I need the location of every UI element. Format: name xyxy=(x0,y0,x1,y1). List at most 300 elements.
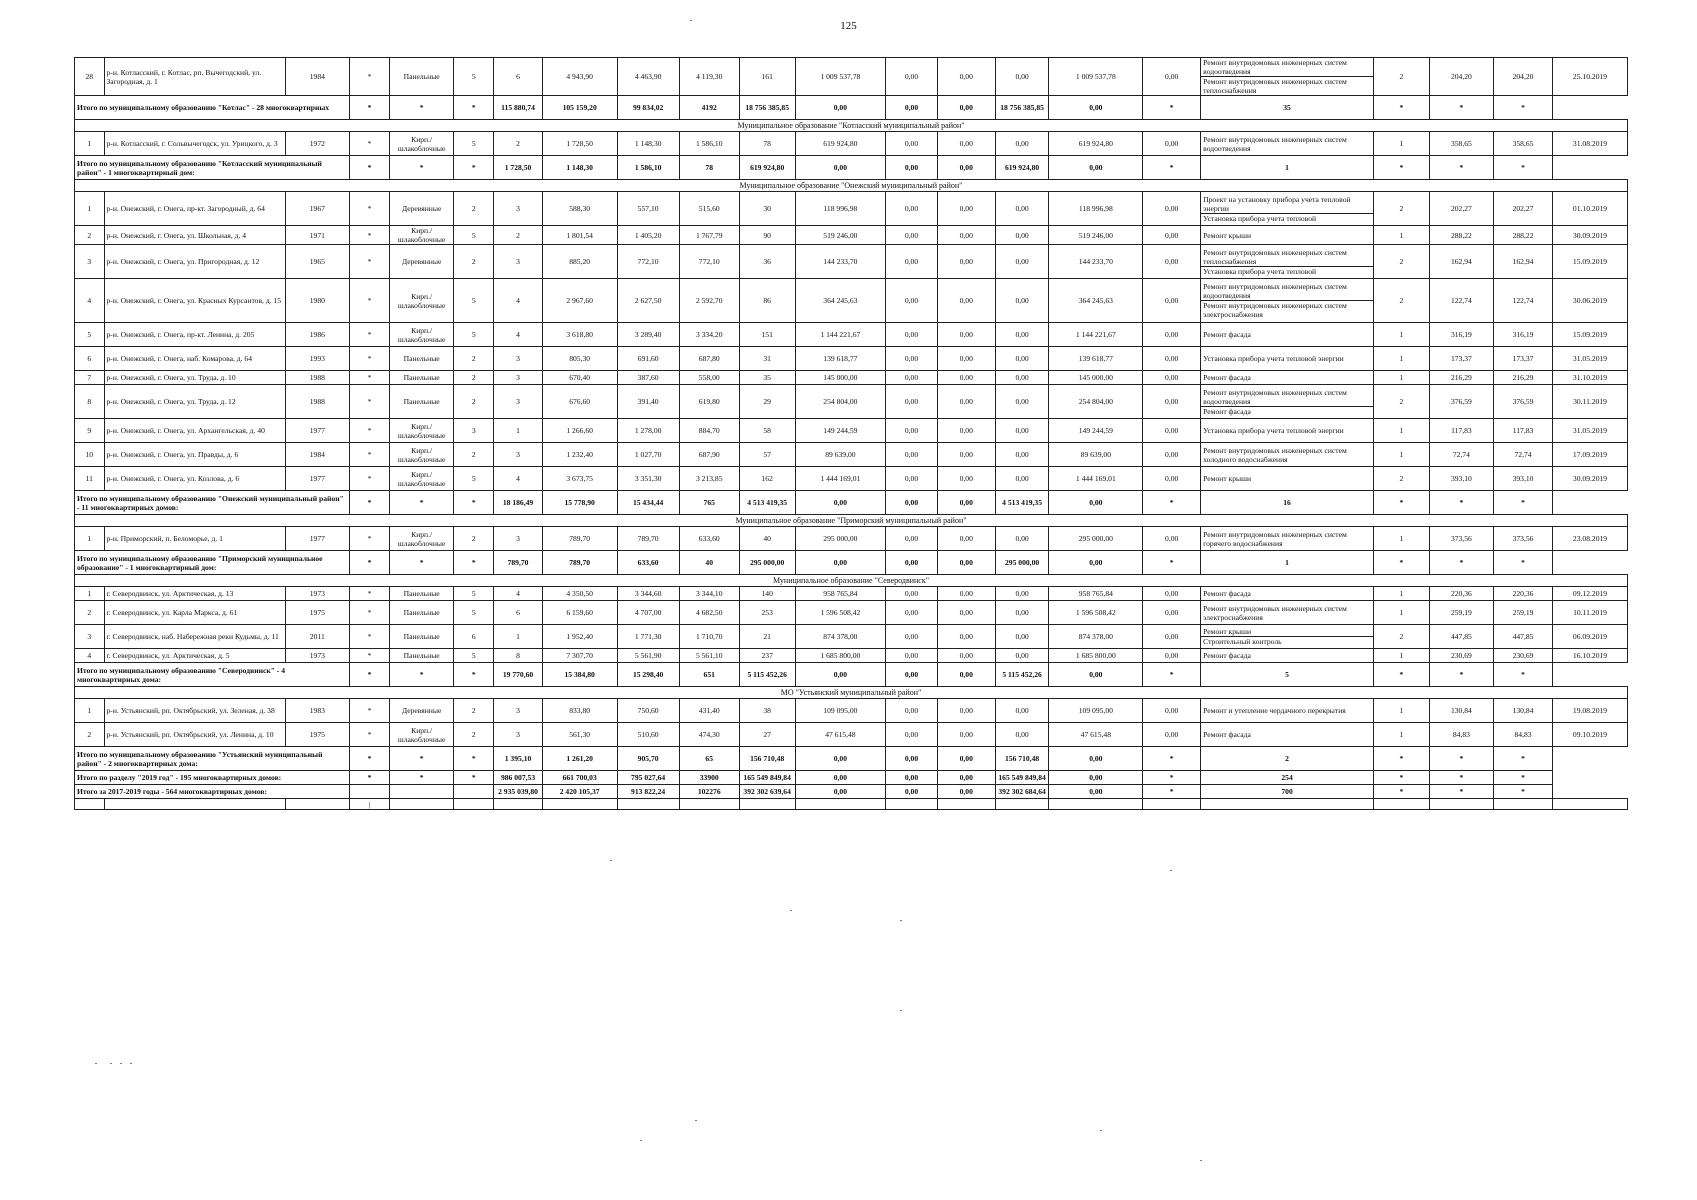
municipality-header-row xyxy=(75,575,1628,587)
empty-cell xyxy=(795,799,886,810)
empty-cell xyxy=(1494,799,1553,810)
cell-date: 23.08.2019 xyxy=(1553,527,1628,551)
summary-s3: 15 298,40 xyxy=(617,663,679,687)
cell-entr: 3 xyxy=(494,245,542,279)
cell-s3: 633,60 xyxy=(679,527,739,551)
empty-cell xyxy=(542,799,617,810)
grand-f1: 0,00 xyxy=(795,771,886,785)
cell-s2: 4 463,90 xyxy=(617,58,679,96)
cell-f5: 0,00 xyxy=(1143,443,1201,467)
cell-cnt: 2 xyxy=(1373,58,1429,96)
work-item: Установка прибора учета тепловой xyxy=(1201,266,1373,276)
cell-date: 09.12.2019 xyxy=(1553,587,1628,601)
cell-cnt: 1 xyxy=(1373,132,1429,156)
speck xyxy=(130,1063,132,1064)
municipality-header-row xyxy=(75,515,1628,527)
cell-f3: 0,00 xyxy=(995,625,1049,649)
cell-c4: * xyxy=(349,245,389,279)
cell-f1: 0,00 xyxy=(886,347,938,371)
summary-f2: 0,00 xyxy=(886,663,938,687)
summary-c5: * xyxy=(390,551,454,575)
cell-f2: 0,00 xyxy=(937,625,995,649)
summary-s1: 18 186,49 xyxy=(494,491,542,515)
cell-c4: * xyxy=(349,347,389,371)
summary-c5: * xyxy=(390,156,454,180)
cell-f2: 0,00 xyxy=(937,132,995,156)
address-cell: р-н. Онежский, г. Онега, ул. Труда, д. 12 xyxy=(104,385,285,419)
cell-p2: 447,85 xyxy=(1494,625,1553,649)
cell-entr: 6 xyxy=(494,58,542,96)
cell-p2: 288,22 xyxy=(1494,226,1553,245)
empty-cell xyxy=(494,799,542,810)
summary-s1: 115 880,74 xyxy=(494,96,542,120)
cell-p2: 373,56 xyxy=(1494,527,1553,551)
summary-p2: * xyxy=(1429,96,1493,120)
cell-entr: 1 xyxy=(494,625,542,649)
cell-f4: 1 685 800,00 xyxy=(1049,649,1143,663)
summary-works: * xyxy=(1143,747,1201,771)
cell-entr: 2 xyxy=(494,132,542,156)
work-type-cell xyxy=(1201,132,1374,156)
cell-s1: 561,30 xyxy=(542,723,617,747)
table-body xyxy=(75,58,1628,810)
summary-works: * xyxy=(1143,156,1201,180)
cell-f1: 0,00 xyxy=(886,649,938,663)
cell-p1: 358,65 xyxy=(1429,132,1493,156)
cell-s2: 4 707,00 xyxy=(617,601,679,625)
speck xyxy=(900,920,902,921)
cell-s2: 750,60 xyxy=(617,699,679,723)
cell-f4: 295 000,00 xyxy=(1049,527,1143,551)
grand-people: 102276 xyxy=(679,785,739,799)
cell-year: 1980 xyxy=(285,279,349,323)
cell-f1: 0,00 xyxy=(886,226,938,245)
cell-floors: 5 xyxy=(454,279,494,323)
summary-p2: * xyxy=(1429,491,1493,515)
cell-f5: 0,00 xyxy=(1143,245,1201,279)
cell-entr: 8 xyxy=(494,649,542,663)
cell-f1: 0,00 xyxy=(886,527,938,551)
work-item: Ремонт фасада xyxy=(1203,651,1251,660)
address-cell: р-н. Котласский, г. Сольвычегодск, ул. Урицкого, д. 3 xyxy=(104,132,285,156)
cell-f3: 0,00 xyxy=(995,132,1049,156)
table-row xyxy=(75,323,1628,347)
cell-f4: 109 095,00 xyxy=(1049,699,1143,723)
cell-wall: Деревянные xyxy=(390,192,454,226)
grand-s1: 2 935 039,80 xyxy=(494,785,542,799)
cell-f2: 0,00 xyxy=(937,443,995,467)
empty-row xyxy=(75,799,1628,810)
row-number: 8 xyxy=(75,385,105,419)
cell-f5: 0,00 xyxy=(1143,58,1201,96)
cell-people: 31 xyxy=(739,347,795,371)
empty-cell xyxy=(1143,799,1201,810)
speck xyxy=(1200,1160,1202,1161)
summary-label: Итого по муниципальному образованию "Северодвинск" - 4 многоквартирных дома: xyxy=(75,663,350,687)
row-number: 1 xyxy=(75,527,105,551)
summary-f5: 0,00 xyxy=(1049,747,1143,771)
cell-people: 58 xyxy=(739,419,795,443)
cell-f2: 0,00 xyxy=(937,347,995,371)
cell-total: 958 765,84 xyxy=(795,587,886,601)
grand-total: 392 302 639,64 xyxy=(739,785,795,799)
summary-total: 4 513 419,35 xyxy=(739,491,795,515)
table-row xyxy=(75,226,1628,245)
grand-f5: 0,00 xyxy=(1049,771,1143,785)
summary-s3: 633,60 xyxy=(617,551,679,575)
row-number: 2 xyxy=(75,601,105,625)
summary-c4: * xyxy=(349,156,389,180)
cell-s3: 5 561,10 xyxy=(679,649,739,663)
summary-total: 156 710,48 xyxy=(739,747,795,771)
cell-f3: 0,00 xyxy=(995,723,1049,747)
cell-year: 1971 xyxy=(285,226,349,245)
cell-s1: 805,30 xyxy=(542,347,617,371)
cell-p2: 122,74 xyxy=(1494,279,1553,323)
summary-f3: 0,00 xyxy=(937,747,995,771)
grand-f5: 0,00 xyxy=(1049,785,1143,799)
cell-floors: 5 xyxy=(454,132,494,156)
work-item: Ремонт крыши xyxy=(1203,474,1252,483)
cell-p2: 84,83 xyxy=(1494,723,1553,747)
work-item: Ремонт фасада xyxy=(1203,373,1251,382)
table-row xyxy=(75,601,1628,625)
cell-s3: 884,70 xyxy=(679,419,739,443)
cell-s3: 1 767,79 xyxy=(679,226,739,245)
cell-wall: Панельные xyxy=(390,649,454,663)
cell-date: 30.06.2019 xyxy=(1553,279,1628,323)
summary-f2: 0,00 xyxy=(886,96,938,120)
cell-date: 31.05.2019 xyxy=(1553,347,1628,371)
cell-f4: 144 233,70 xyxy=(1049,245,1143,279)
cell-s1: 1 232,40 xyxy=(542,443,617,467)
summary-row xyxy=(75,663,1628,687)
summary-date: * xyxy=(1494,491,1553,515)
work-type-cell xyxy=(1201,723,1374,747)
work-item: Проект на установку прибора учета тепловой энергии xyxy=(1203,194,1351,213)
summary-row xyxy=(75,96,1628,120)
cell-f4: 1 596 508,42 xyxy=(1049,601,1143,625)
cell-people: 40 xyxy=(739,527,795,551)
cell-s2: 772,10 xyxy=(617,245,679,279)
cell-f3: 0,00 xyxy=(995,279,1049,323)
cell-floors: 2 xyxy=(454,371,494,385)
summary-works: * xyxy=(1143,663,1201,687)
cell-c4: * xyxy=(349,527,389,551)
cell-total: 144 233,70 xyxy=(795,245,886,279)
cell-people: 151 xyxy=(739,323,795,347)
cell-floors: 2 xyxy=(454,443,494,467)
work-item: Ремонт и утепление чердачного перекрытия xyxy=(1203,706,1346,715)
grand-cnt: 254 xyxy=(1201,771,1374,785)
cell-cnt: 1 xyxy=(1373,371,1429,385)
summary-cnt: 35 xyxy=(1201,96,1374,120)
cell-floors: 3 xyxy=(454,419,494,443)
cell-f3: 0,00 xyxy=(995,649,1049,663)
cell-cnt: 1 xyxy=(1373,587,1429,601)
grand-p2: * xyxy=(1429,771,1493,785)
summary-label: Итого по муниципальному образованию "Онежский муниципальный район" - 11 многоквартирных домов: xyxy=(75,491,350,515)
work-item: Ремонт внутридомовых инженерных систем горячего водоснабжения xyxy=(1203,529,1347,548)
municipality-header-row xyxy=(75,180,1628,192)
table-row xyxy=(75,347,1628,371)
address-cell: р-н. Приморский, п. Беломорье, д. 1 xyxy=(104,527,285,551)
work-type-cell xyxy=(1201,587,1374,601)
empty-cell xyxy=(104,799,285,810)
cell-total: 1 144 221,67 xyxy=(795,323,886,347)
cell-p2: 117,83 xyxy=(1494,419,1553,443)
cell-cnt: 2 xyxy=(1373,625,1429,649)
cell-people: 90 xyxy=(739,226,795,245)
cell-s2: 3 289,40 xyxy=(617,323,679,347)
cell-f5: 0,00 xyxy=(1143,371,1201,385)
cell-c4: * xyxy=(349,587,389,601)
cell-s2: 557,10 xyxy=(617,192,679,226)
summary-p1: * xyxy=(1373,747,1429,771)
summary-f1: 0,00 xyxy=(795,491,886,515)
cell-entr: 3 xyxy=(494,527,542,551)
cell-f2: 0,00 xyxy=(937,467,995,491)
summary-label: Итого по муниципальному образованию "Котласский муниципальный район" - 1 многоквартирный дом: xyxy=(75,156,350,180)
cell-s3: 515,60 xyxy=(679,192,739,226)
cell-wall: Кирп./ шлакоблочные xyxy=(390,226,454,245)
cell-c4: * xyxy=(349,419,389,443)
cell-year: 1986 xyxy=(285,323,349,347)
summary-c4: * xyxy=(349,747,389,771)
work-item: Установка прибора учета тепловой энергии xyxy=(1203,354,1344,363)
cell-wall: Кирп./ шлакоблочные xyxy=(390,132,454,156)
summary-people: 65 xyxy=(679,747,739,771)
work-item: Ремонт фасада xyxy=(1203,589,1251,598)
cell-s2: 5 561,90 xyxy=(617,649,679,663)
cell-people: 78 xyxy=(739,132,795,156)
summary-c5: * xyxy=(390,96,454,120)
cell-f1: 0,00 xyxy=(886,192,938,226)
cell-f4: 139 618,77 xyxy=(1049,347,1143,371)
cell-f1: 0,00 xyxy=(886,323,938,347)
cell-f4: 118 996,98 xyxy=(1049,192,1143,226)
grand-total-row xyxy=(75,785,1628,799)
empty-cell xyxy=(1373,799,1429,810)
summary-f3: 0,00 xyxy=(937,491,995,515)
table-row xyxy=(75,385,1628,419)
empty-cell xyxy=(285,799,349,810)
address-cell: г. Северодвинск, ул. Карла Маркса, д. 61 xyxy=(104,601,285,625)
speck xyxy=(900,1010,902,1011)
empty-cell xyxy=(1049,799,1143,810)
cell-total: 1 444 169,01 xyxy=(795,467,886,491)
grand-p2: * xyxy=(1429,785,1493,799)
work-type-cell xyxy=(1201,419,1374,443)
grand-total-row xyxy=(75,771,1628,785)
cell-f4: 47 615,48 xyxy=(1049,723,1143,747)
summary-row xyxy=(75,551,1628,575)
cell-f1: 0,00 xyxy=(886,419,938,443)
grand-f2: 0,00 xyxy=(886,771,938,785)
work-type-cell xyxy=(1201,371,1374,385)
grand-f4: 392 302 684,64 xyxy=(995,785,1049,799)
cell-people: 237 xyxy=(739,649,795,663)
cell-f1: 0,00 xyxy=(886,587,938,601)
summary-date: * xyxy=(1494,663,1553,687)
address-cell: г. Северодвинск, ул. Арктическая, д. 5 xyxy=(104,649,285,663)
empty-cell xyxy=(390,799,454,810)
cell-total: 139 618,77 xyxy=(795,347,886,371)
cell-f2: 0,00 xyxy=(937,371,995,385)
page-number: 125 xyxy=(840,20,857,32)
summary-label: Итого по муниципальному образованию "Котлас" - 28 многоквартирных xyxy=(75,96,350,120)
summary-c5: * xyxy=(390,491,454,515)
capital-repair-table xyxy=(74,57,1628,810)
cell-p1: 204,20 xyxy=(1429,58,1493,96)
cell-people: 140 xyxy=(739,587,795,601)
cell-p1: 84,83 xyxy=(1429,723,1493,747)
cell-people: 57 xyxy=(739,443,795,467)
cell-cnt: 1 xyxy=(1373,323,1429,347)
summary-c5: * xyxy=(390,747,454,771)
summary-c6: * xyxy=(454,747,494,771)
summary-s1: 789,70 xyxy=(494,551,542,575)
cell-f5: 0,00 xyxy=(1143,625,1201,649)
cell-cnt: 2 xyxy=(1373,245,1429,279)
cell-entr: 3 xyxy=(494,347,542,371)
cell-year: 1975 xyxy=(285,723,349,747)
summary-c4: * xyxy=(349,551,389,575)
cell-s1: 885,20 xyxy=(542,245,617,279)
cell-f1: 0,00 xyxy=(886,467,938,491)
municipality-title: Муниципальное образование "Котласский муниципальный район" xyxy=(75,120,1628,132)
cell-s3: 431,40 xyxy=(679,699,739,723)
address-cell: р-н. Онежский, г. Онега, ул. Школьная, д. 4 xyxy=(104,226,285,245)
cell-f4: 1 009 537,78 xyxy=(1049,58,1143,96)
cell-total: 519 246,00 xyxy=(795,226,886,245)
speck xyxy=(1100,1130,1102,1131)
row-number: 2 xyxy=(75,226,105,245)
table-row xyxy=(75,527,1628,551)
cell-f3: 0,00 xyxy=(995,58,1049,96)
work-item: Установка прибора учета тепловой энергии xyxy=(1203,426,1344,435)
grand-cnt: 700 xyxy=(1201,785,1374,799)
cell-p1: 230,69 xyxy=(1429,649,1493,663)
grand-c4: * xyxy=(349,771,389,785)
speck xyxy=(95,1063,97,1064)
cell-c4: * xyxy=(349,601,389,625)
cell-f3: 0,00 xyxy=(995,347,1049,371)
cell-cnt: 2 xyxy=(1373,385,1429,419)
summary-s2: 15 384,80 xyxy=(542,663,617,687)
grand-c5 xyxy=(390,785,454,799)
cell-s2: 387,60 xyxy=(617,371,679,385)
cell-f5: 0,00 xyxy=(1143,467,1201,491)
municipality-title: МО "Устьянский муниципальный район" xyxy=(75,687,1628,699)
cell-c4: * xyxy=(349,58,389,96)
cell-f3: 0,00 xyxy=(995,323,1049,347)
cell-s3: 619,80 xyxy=(679,385,739,419)
cell-f2: 0,00 xyxy=(937,699,995,723)
cell-cnt: 1 xyxy=(1373,419,1429,443)
table-row xyxy=(75,699,1628,723)
cell-year: 1984 xyxy=(285,58,349,96)
summary-f5: 0,00 xyxy=(1049,663,1143,687)
summary-f4: 18 756 385,85 xyxy=(995,96,1049,120)
work-item: Ремонт крыши xyxy=(1203,627,1252,636)
summary-p2: * xyxy=(1429,551,1493,575)
summary-p2: * xyxy=(1429,663,1493,687)
cell-s1: 789,70 xyxy=(542,527,617,551)
cell-f1: 0,00 xyxy=(886,699,938,723)
cell-f5: 0,00 xyxy=(1143,385,1201,419)
work-type-cell xyxy=(1201,443,1374,467)
cell-f3: 0,00 xyxy=(995,467,1049,491)
summary-s2: 789,70 xyxy=(542,551,617,575)
work-item: Ремонт внутридомовых инженерных систем холодного водоснабжения xyxy=(1203,445,1347,464)
table-row xyxy=(75,58,1628,96)
cell-p2: 162,94 xyxy=(1494,245,1553,279)
cell-entr: 3 xyxy=(494,371,542,385)
table-row xyxy=(75,723,1628,747)
cell-cnt: 2 xyxy=(1373,467,1429,491)
table-row xyxy=(75,419,1628,443)
cell-date: 10.11.2019 xyxy=(1553,601,1628,625)
cell-s1: 833,80 xyxy=(542,699,617,723)
summary-s3: 1 586,10 xyxy=(617,156,679,180)
cell-entr: 3 xyxy=(494,699,542,723)
row-number: 6 xyxy=(75,347,105,371)
work-type-cell xyxy=(1201,347,1374,371)
address-cell: р-н. Котласский, г. Котлас, рп. Вычегодский, ул. Загородная, д. 1 xyxy=(104,58,285,96)
cell-f2: 0,00 xyxy=(937,587,995,601)
address-cell: р-н. Устьянский, рп. Октябрьский, ул. Зеленая, д. 38 xyxy=(104,699,285,723)
cell-date: 17.09.2019 xyxy=(1553,443,1628,467)
summary-f5: 0,00 xyxy=(1049,96,1143,120)
summary-s1: 1 395,10 xyxy=(494,747,542,771)
cell-cnt: 1 xyxy=(1373,723,1429,747)
cell-c4: * xyxy=(349,699,389,723)
summary-people: 651 xyxy=(679,663,739,687)
cell-s3: 474,30 xyxy=(679,723,739,747)
summary-row xyxy=(75,747,1628,771)
cell-f4: 1 444 169,01 xyxy=(1049,467,1143,491)
summary-f3: 0,00 xyxy=(937,156,995,180)
cell-total: 295 000,00 xyxy=(795,527,886,551)
cell-total: 1 009 537,78 xyxy=(795,58,886,96)
row-number: 3 xyxy=(75,625,105,649)
grand-f1: 0,00 xyxy=(795,785,886,799)
cell-f5: 0,00 xyxy=(1143,323,1201,347)
work-item: Ремонт внутридомовых инженерных систем водоотведения xyxy=(1203,387,1347,406)
cell-p2: 316,19 xyxy=(1494,323,1553,347)
cell-f1: 0,00 xyxy=(886,132,938,156)
cell-floors: 2 xyxy=(454,723,494,747)
grand-works: * xyxy=(1143,785,1201,799)
cell-s3: 4 119,30 xyxy=(679,58,739,96)
summary-c5: * xyxy=(390,663,454,687)
grand-s3: 795 027,64 xyxy=(617,771,679,785)
summary-total: 295 000,00 xyxy=(739,551,795,575)
cell-date: 30.09.2019 xyxy=(1553,226,1628,245)
summary-f3: 0,00 xyxy=(937,551,995,575)
work-item: Ремонт внутридомовых инженерных систем теплоснабжения xyxy=(1201,76,1373,95)
work-item: Ремонт внутридомовых инженерных систем электроснабжения xyxy=(1203,603,1347,622)
cell-year: 1984 xyxy=(285,443,349,467)
grand-p1: * xyxy=(1373,771,1429,785)
cell-cnt: 1 xyxy=(1373,649,1429,663)
cell-f2: 0,00 xyxy=(937,323,995,347)
address-cell: р-н. Устьянский, рп. Октябрьский, ул. Ленина, д. 10 xyxy=(104,723,285,747)
empty-cell: | xyxy=(349,799,389,810)
cell-date: 09.10.2019 xyxy=(1553,723,1628,747)
summary-f5: 0,00 xyxy=(1049,491,1143,515)
